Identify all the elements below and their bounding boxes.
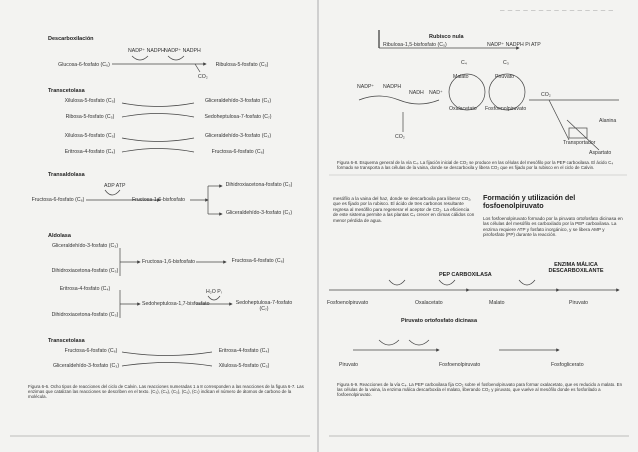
c4-label-malato: Malato [453,74,469,80]
tk2-mid-1: Fructosa-1,6-bisfosfato [142,259,196,265]
section-title-decarboxylation: Descarboxilación [48,36,94,42]
top-figure-caption: Figura 6-8. Esquema general de la vía C₄. La fijación inicial de CO₂ se produce en las células del mesófilo por la PEP carboxilasa. El ácido C₄ formado se transporta a las células de la vaina, donde se descarboxila y libera CO₂ que es fijado por la rubisco en el ciclo de Calvin. [337,160,614,171]
tk3-arc-top [122,352,212,356]
transport-curve [549,100,569,140]
species-malato: Malato [489,300,505,306]
tk1-arc-bottom [122,114,194,118]
tk1-arc-top [122,103,194,107]
bottom-label-piruvato: Piruvato [339,362,359,368]
decarb-cofactor-arc-2 [168,56,184,60]
decarb-substrate: Glucosa-6-fosfato (C₆) [58,62,110,68]
c4-label-transportador: Transportador [563,140,596,146]
c4-label-nad: NAD⁺ [429,90,443,96]
aldolase-cofactors: ADP ATP [104,183,126,189]
body-text-right-column: Los fosfoenolpiruvato formado por la piruvato ortofosfato dicinasa en las células del mesófilo es carboxilado por la PEP carboxilasa. La enzima requiere ATP y fosfato inorgánico, y se libera AMP y pirofosfato (PP) durante la reacción. [483,216,623,238]
left-page [0,0,317,452]
ta-arc-top [122,138,194,142]
decarb-co2: CO₂ [198,74,208,80]
section-heading-pep: Formación y utilización del fosfoenolpiruvato [483,193,576,210]
tk3-in-top: Fructosa-6-fosfato (C₆) [64,348,118,354]
c4-label-c3: C₃ [503,60,509,66]
aldolase-cofactor-arc [105,190,120,195]
enzyme-label-dikinase: Piruvato ortofosfato dicinasa [400,318,478,324]
tk3-in-bottom: Gliceraldehído-3-fosfato (C₃) [52,363,120,369]
left-figure-caption: Figura 6-6. Ocho tipos de reacciones del ciclo de Calvin. Las reacciones numeradas 1 a 8 corresponden a las reacciones de la figura 6-7. Las enzimas que catalizan las reacciones se describen en el texto. (C₃), (C₄), (C₅), (C₆), (C₇) indican el número de átomos de carbono de la molécula. [28,384,304,400]
c4-label-nadh: NADH [409,90,424,96]
bottom-figure-caption: Figura 6-9. Reacciones de la vía C₄. La PEP carboxilasa fija CO₂ sobre el fosfoenolpiruvato para formar oxalacetato, que es reducido a malato. En las células de la vaina, la enzima málica descarboxila el malato, liberando CO₂ y piruvato, que vuelve al mesófilo donde es fosforilado a fosfoenolpiruvato. [337,382,623,398]
enzyme-label-pep-carboxylase: PEP CARBOXILASA [439,272,492,278]
aldolase-intermediate: Fructosa-1,6-bisfosfato [132,197,186,203]
decarb-product: Ribulosa-5-fosfato (C₅) [215,62,269,68]
section-title-transketolase-1: Transcetolasa [48,88,85,94]
c4-label-nadp: NADP⁺ [357,84,375,90]
tk2-in-c: Eritrosa-4-fosfato (C₄) [59,286,111,292]
bottom-label-phosphoglycerate: Fosfoglicerato [551,362,584,368]
tk3-out-bottom: Xilulosa-5-fosfato (C₅) [218,363,270,369]
c4-label-piruvato: Piruvato [495,74,515,80]
species-pep: Fosfoenolpiruvato [327,300,369,306]
species-piruvato: Piruvato [569,300,589,306]
tk2-in-b: Dihidroxiacetona-fosfato (C₃) [51,268,119,274]
aldolase-out-top: Dihidroxiacetona-fosfato (C₃) [225,182,293,188]
decarb-cofactors-right: NADP⁺ NADPH [164,48,201,54]
section-title-aldolase: Aldolasa [48,233,71,239]
tk2-water-arc [208,296,220,300]
tk1-in-top: Xilulosa-5-fosfato (C₅) [64,98,116,104]
species-oxalacetato: Oxalacetato [415,300,443,306]
decarb-cofactor-arc-1 [132,56,148,60]
c4-label-pep: Fosfoenolpiruvato [485,106,527,112]
tk2-cofactor: H₂O Pᵢ [206,289,222,295]
c4-label-co2-right: CO₂ [541,92,551,98]
tk2-out-2: Sedoheptulosa-7-fosfato (C₇) [235,300,293,312]
section-title-transketolase-3: Transcetolasa [48,338,85,344]
ta-out-top: Gliceraldehído-3-fosfato (C₃) [204,133,272,139]
tk3-out-top: Eritrosa-4-fosfato (C₄) [218,348,270,354]
tk1-out-bottom: Sedoheptulosa-7-fosfato (C₇) [204,114,272,120]
c4-label-alanina: Alanina [599,118,617,124]
c4-label-oxalacetato: Oxalacetato [449,106,477,112]
tk1-in-bottom: Ribosa-5-fosfato (C₅) [65,114,115,120]
c4-label-co2: CO₂ [395,134,405,140]
left-cofactor-curve [359,96,439,104]
tk2-mid-2: Sedoheptulosa-1,7-bisfosfato [142,301,210,307]
dikinase-cofactor-arc-1 [379,340,399,345]
tk2-out-1: Fructosa-6-fosfato (C₆) [231,258,285,264]
c4-label-c4: C₄ [461,60,467,66]
c4-label-nadph: NADPH [383,84,402,90]
tk2-in-a: Gliceraldehído-3-fosfato (C₃) [51,243,119,249]
body-text-left-column: mesófilo a la vaina del haz, donde se descarboxila para liberar CO₂, que es fijado por la rubisco. El ácido de tres carbonos resultante regresa al mesófilo para regenerar el aceptor de CO₂. La eficiencia de este sistema permite a las plantas C₄ crecer en climas cálidos con menor pérdida de agua. [333,196,475,223]
dikinase-cofactor-arc-2 [409,340,429,345]
malic-cofactor-arc [519,280,535,285]
pep-cofactor-arc [389,280,405,285]
ta-in-top: Xilulosa-5-fosfato (C₅) [64,133,116,139]
aldolase-out-bottom: Gliceraldehído-3-fosfato (C₃) [225,210,293,216]
top-diagram-left-eq: Ribulosa-1,5-bisfosfato (C₅) [383,42,447,48]
running-head: — — — — — — — — — — — — — — — [500,8,615,13]
top-diagram-title: Rubisco nula [429,34,464,40]
tk2-in-d: Dihidroxiacetona-fosfato (C₃) [51,312,119,318]
ta-arc-bottom [122,149,194,153]
tk1-out-top: Gliceraldehído-3-fosfato (C₃) [204,98,272,104]
section-title-transaldolase: Transaldolasa [48,172,85,178]
malate-cofactor-arc [439,280,455,285]
decarb-co2-branch [195,64,200,72]
tk3-arc-bottom [122,363,212,367]
aldolase-substrate: Fructosa-6-fosfato (C₆) [31,197,85,203]
c4-label-aspartato: Aspartato [589,150,612,156]
decarb-cofactors-left: NADP⁺ NADPH [128,48,165,54]
top-diagram-right-eq: NADP⁺ NADPH Pi ATP [487,42,541,48]
right-page [319,0,638,452]
ta-in-bottom: Eritrosa-4-fosfato (C₄) [64,149,116,155]
enzyme-label-malic: ENZIMA MÁLICA DESCARBOXILANTE [548,262,604,274]
ta-out-bottom: Fructosa-6-fosfato (C₆) [211,149,265,155]
bottom-label-pep: Fosfoenolpiruvato [439,362,481,368]
